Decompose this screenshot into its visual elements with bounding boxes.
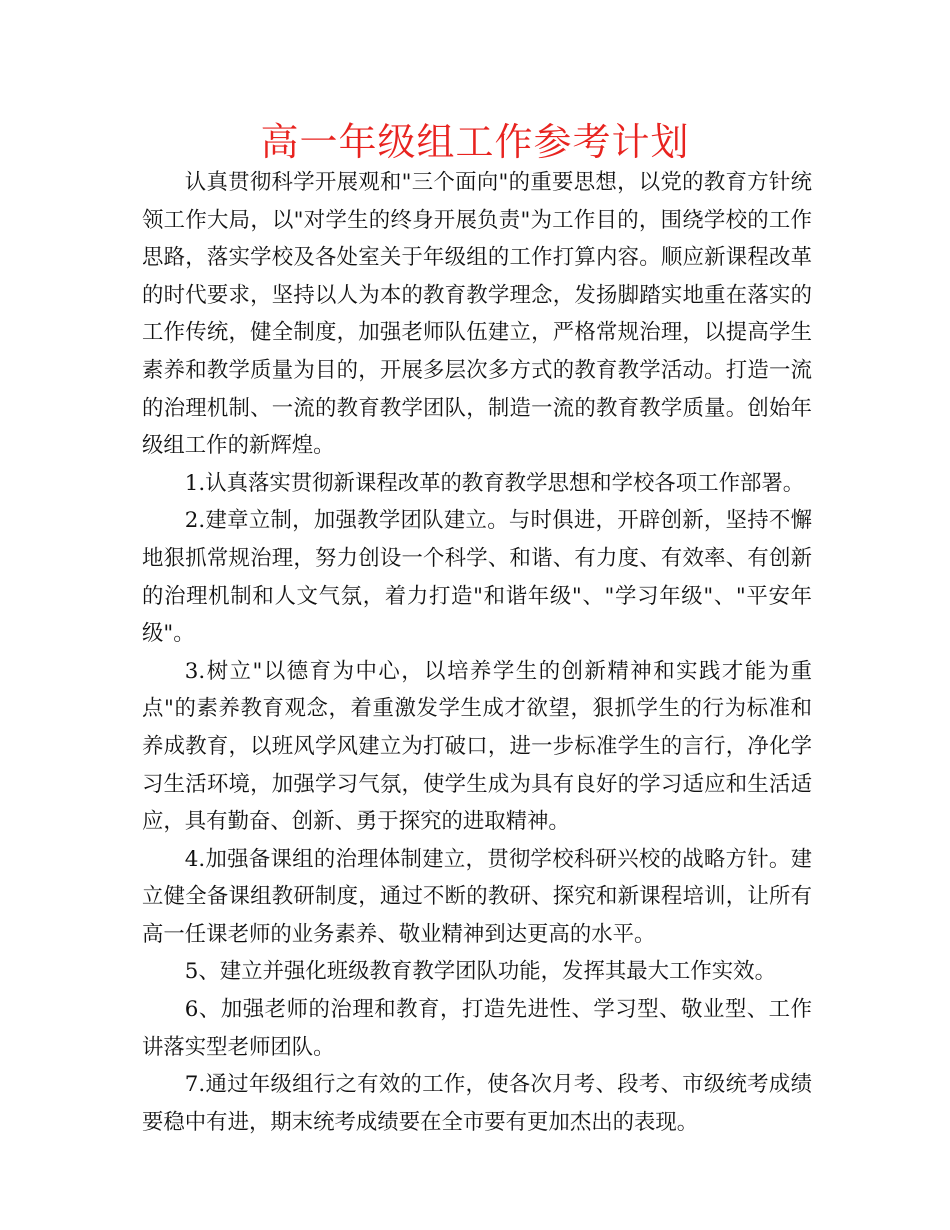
item-paragraph-4: 4.加强备课组的治理体制建立，贯彻学校科研兴校的战略方针。建立健全备课组教研制度，通过不断的教研、探究和新课程培训，让所有高一任课老师的业务素养、敬业精神到达更高的水平。 bbox=[142, 846, 812, 947]
item-paragraph-6: 6、加强老师的治理和教育，打造先进性、学习型、敬业型、工作讲落实型老师团队。 bbox=[142, 997, 812, 1060]
item-paragraph-7: 7.通过年级组行之有效的工作，使各次月考、段考、市级统考成绩要稳中有进，期末统考成绩要在全市要有更加杰出的表现。 bbox=[142, 1072, 812, 1135]
item-paragraph-5: 5、建立并强化班级教育教学团队功能，发挥其最大工作实效。 bbox=[184, 959, 776, 985]
document-title: 高一年级组工作参考计划 bbox=[260, 120, 690, 164]
intro-paragraph: 认真贯彻科学开展观和"三个面向"的重要思想，以党的教育方针统领工作大局，以"对学生的终身开展负责"为工作目的，围绕学校的工作思路，落实学校及各处室关于年级组的工作打算内容。顺应新课程改革的时代要求，坚持以人为本的教育教学理念，发扬脚踏实地重在落实的工作传统，健全制度，加强老师队伍建立，严格常规治理，以提高学生素养和教学质量为目的，开展多层次多方式的教育教学活动。打造一流的治理机制、一流的教育教学团队，制造一流的教育教学质量。创始年级组工作的新辉煌。 bbox=[142, 170, 812, 459]
item-paragraph-1: 1.认真落实贯彻新课程改革的教育教学思想和学校各项工作部署。 bbox=[184, 470, 805, 496]
item-paragraph-2: 2.建章立制，加强教学团队建立。与时俱进，开辟创新，坚持不懈地狠抓常规治理，努力创设一个科学、和谐、有力度、有效率、有创新的治理机制和人文气氛，着力打造"和谐年级"、"学习年级"、"平安年级"。 bbox=[142, 508, 812, 647]
document-body bbox=[142, 164, 812, 1141]
item-paragraph-3: 3.树立"以德育为中心，以培养学生的创新精神和实践才能为重点"的素养教育观念，着重激发学生成才欲望，狠抓学生的行为标准和养成教育，以班风学风建立为打破口，进一步标准学生的言行，净化学习生活环境，加强学习气氛，使学生成为具有良好的学习适应和生活适应，具有勤奋、创新、勇于探究的进取精神。 bbox=[142, 658, 812, 835]
